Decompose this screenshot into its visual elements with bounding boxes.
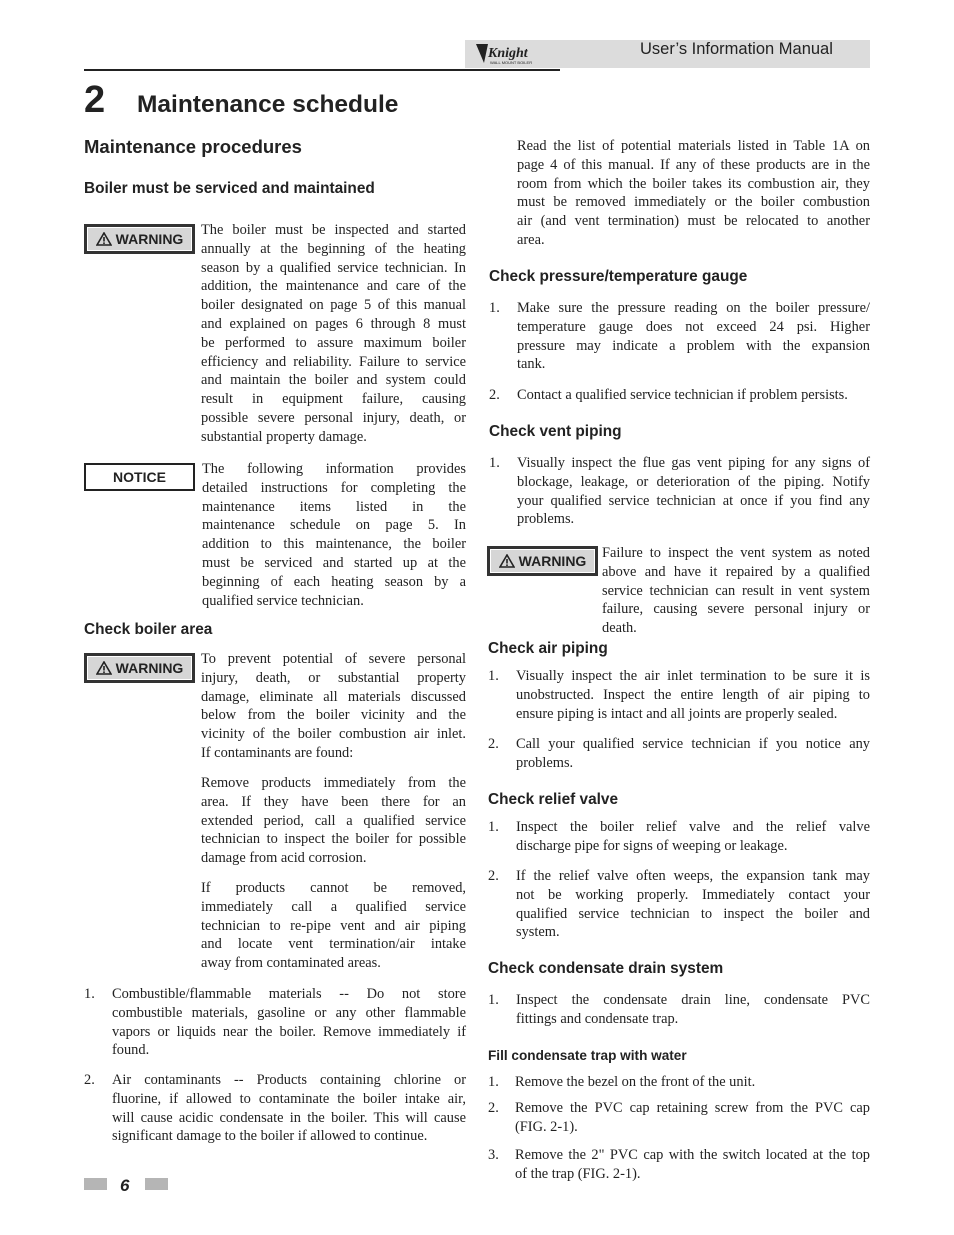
list-text [515,1073,870,1092]
text-line: The following information provides [202,461,466,477]
text-line: season by a qualified service technician. In [201,259,466,276]
text-line: Remove the PVC cap retaining screw from the PVC cap [515,1100,870,1116]
warning-2-para-3 [201,879,466,973]
text-line: page 4 of this manual. If any of these products are in the [517,156,870,173]
text-line: Read the list of potential materials listed in Table 1A on [517,138,870,154]
text-line: Inspect the condensate drain line, condensate PVC [516,992,870,1008]
text-line: Remove the bezel on the front of the unit. [515,1074,756,1090]
heading-check-relief: Check relief valve [488,791,619,808]
text-line: efficiency and reliability. Failure to service [201,353,466,370]
list-text [516,867,870,942]
list-number: 1. [488,819,499,835]
text-line: temperature gauge does not exceed 24 psi. Higher [517,318,870,335]
text-line: addition, the maintenance and care of the [201,278,466,295]
text-line: possible severe personal injury, death, or [201,409,466,426]
heading-check-condensate: Check condensate drain system [488,960,724,977]
text-line: must be serviced and started up at the [202,554,466,571]
list-text [517,454,870,529]
text-line: area. [517,231,545,248]
warning-2-para-2 [201,774,466,868]
knight-logo [474,41,550,67]
text-line: found. [112,1042,150,1059]
list-text [515,1146,870,1184]
header-rule [84,69,560,71]
text-line: substantial property damage. [201,428,367,445]
text-line: result in equipment failure, causing [201,391,466,408]
heading-check-vent: Check vent piping [489,423,622,440]
text-line: vicinity of the boiler combustion air inlet. [201,726,466,743]
warning-triangle-icon [96,661,112,675]
warning-box-2 [84,653,195,683]
warning-1-text [201,221,466,447]
text-line: detailed instructions for completing the [202,479,466,496]
text-line: air (and vent termination) must be relocated to another [517,213,870,230]
chapter-title: Maintenance schedule [137,91,399,118]
text-line: combustible materials, gasoline or any other flammable [112,1004,466,1021]
heading-check-gauge: Check pressure/temperature gauge [489,268,748,285]
warning-triangle-icon [499,554,515,568]
text-line: Combustible/flammable materials -- Do not store [112,986,466,1002]
text-line: and maintain the boiler and system could [201,372,466,389]
list-number: 1. [84,986,95,1002]
text-line: problems. [517,511,575,528]
chapter-number: 2 [84,79,106,121]
text-line: If contaminants are found: [201,744,354,761]
text-line: Failure to inspect the vent system as noted [602,545,870,561]
list-text [112,1071,466,1146]
text-line: damage from acid corrosion. [201,850,367,867]
text-line: and explained on pages 6 through 8 must [201,315,466,332]
notice-text [202,460,466,610]
text-line: technician to re-pipe vent and air piping [201,917,466,934]
list-text [112,985,466,1060]
text-line: injury, death, or substantial property [201,669,466,686]
text-line: death. [602,620,637,637]
list-number: 1. [489,455,500,471]
text-line: above and have it repaired by a qualified [602,563,870,580]
text-line: Visually inspect the air inlet termination to be sure it is [516,668,870,684]
text-line: qualified service technician. [202,592,364,609]
list-number: 3. [488,1147,499,1163]
text-line: failure, causing severe personal injury or [602,601,870,618]
list-text [516,991,870,1029]
logo-text: Knight [488,46,528,61]
warning-box-1 [84,224,195,254]
vent-warning-text [602,544,870,638]
footer-bar-right [145,1178,168,1190]
list-text [515,1099,870,1137]
heading-check-air: Check air piping [488,640,608,657]
warning-box-vent [487,546,598,576]
text-line: vapors or liquids near the boiler. Remove immediately if [112,1023,466,1040]
notice-box [84,463,195,491]
heading-maintenance-procedures: Maintenance procedures [84,136,302,157]
text-line: Call your qualified service technician if you notice any [516,736,870,752]
text-line: Contact a qualified service technician if problem persists. [517,387,848,403]
heading-check-boiler-area: Check boiler area [84,621,213,638]
text-line: (FIG. 2-1). [515,1118,578,1135]
text-line: technician to inspect the boiler for possible [201,831,466,848]
text-line: below from the boiler vicinity and the [201,707,466,724]
text-line: If the relief valve often weeps, the expansion tank may [516,868,870,884]
notice-label: NOTICE [113,469,166,485]
text-line: Inspect the boiler relief valve and the relief valve [516,819,870,835]
text-line: room from which the boiler takes its combustion air, they [517,175,870,192]
text-line: annually at the beginning of the heating [201,240,466,257]
text-line: your qualified service technician at once if you find any [517,492,870,509]
text-line: immediately call a qualified service [201,898,466,915]
text-line: area. If they have been there for an [201,793,466,810]
text-line: must be removed immediately or the boiler combustion [517,194,870,211]
text-line: maintenance items listed in the [202,498,466,515]
text-line: The boiler must be inspected and started [201,222,466,238]
list-text [516,735,870,773]
text-line: discharge pipe for signs of weeping or leakage. [516,837,788,854]
text-line: extended period, call a qualified service [201,812,466,829]
warning-label: WARNING [518,553,587,569]
text-line: Visually inspect the flue gas vent piping for any signs of [517,455,870,471]
text-line: fittings and condensate trap. [516,1010,679,1027]
list-number: 2. [488,868,499,884]
text-line: addition to this maintenance, the boiler [202,536,466,553]
text-line: Make sure the pressure reading on the boiler pressure/ [517,300,870,316]
text-line: significant damage to the boiler if allowed to continue. [112,1128,428,1145]
warning-2-para-1 [201,650,466,763]
list-text [516,667,870,723]
heading-serviced-maintained: Boiler must be serviced and maintained [84,180,375,197]
text-line: not be working properly. Immediately contact your [516,886,870,903]
text-line: will cause acidic condensate in the boiler. This will cause [112,1109,466,1126]
list-number: 2. [84,1072,95,1088]
heading-fill-trap: Fill condensate trap with water [488,1048,687,1063]
text-line: boiler designated on page 5 of this manual [201,297,466,314]
warning-label: WARNING [115,660,184,676]
text-line: service technician can result in vent system [602,582,870,599]
list-number: 1. [488,668,499,684]
text-line: unobstructed. Inspect the entire length of air piping to [516,686,870,703]
list-number: 1. [488,1074,499,1090]
text-line: damage, eliminate all materials discussed [201,688,466,705]
text-line: problems. [516,754,574,771]
list-number: 2. [488,1100,499,1116]
list-number: 2. [488,736,499,752]
text-line: If products cannot be removed, [201,880,466,896]
text-line: To prevent potential of severe personal [201,651,466,667]
list-text [516,818,870,856]
list-number: 2. [489,387,500,403]
text-line: blockage, leakage, or deterioration of the piping. Notify [517,473,870,490]
logo-subtext: WALL MOUNT BOILER [490,60,533,65]
text-line: and locate vent termination/air intake [201,936,466,953]
list-text [517,386,870,405]
text-line: fluorine, if allowed to contaminate the boiler intake air, [112,1090,466,1107]
warning-label: WARNING [115,231,184,247]
text-line: tank. [517,356,546,373]
footer-bar-left [84,1178,107,1190]
text-line: qualified service technician to inspect the boiler and [516,905,870,922]
text-line: beginning of each heating season by a [202,573,466,590]
page-number: 6 [120,1176,130,1195]
list-number: 1. [489,300,500,316]
manual-title: User’s Information Manual [640,40,833,58]
intro-paragraph [517,137,870,250]
text-line: ensure piping is intact and all joints are properly sealed. [516,705,838,722]
text-line: system. [516,924,560,941]
text-line: pressure may indicate a problem with the expansion [517,337,870,354]
text-line: of the trap (FIG. 2-1). [515,1165,641,1182]
list-text [517,299,870,374]
warning-triangle-icon [96,232,112,246]
text-line: be performed to assure maximum boiler [201,334,466,351]
list-number: 1. [488,992,499,1008]
text-line: Remove the 2" PVC cap with the switch located at the top [515,1147,870,1163]
text-line: Air contaminants -- Products containing chlorine or [112,1072,466,1088]
text-line: Remove products immediately from the [201,775,466,791]
text-line: away from contaminated areas. [201,955,381,972]
text-line: maintenance schedule on page 5. In [202,517,466,534]
